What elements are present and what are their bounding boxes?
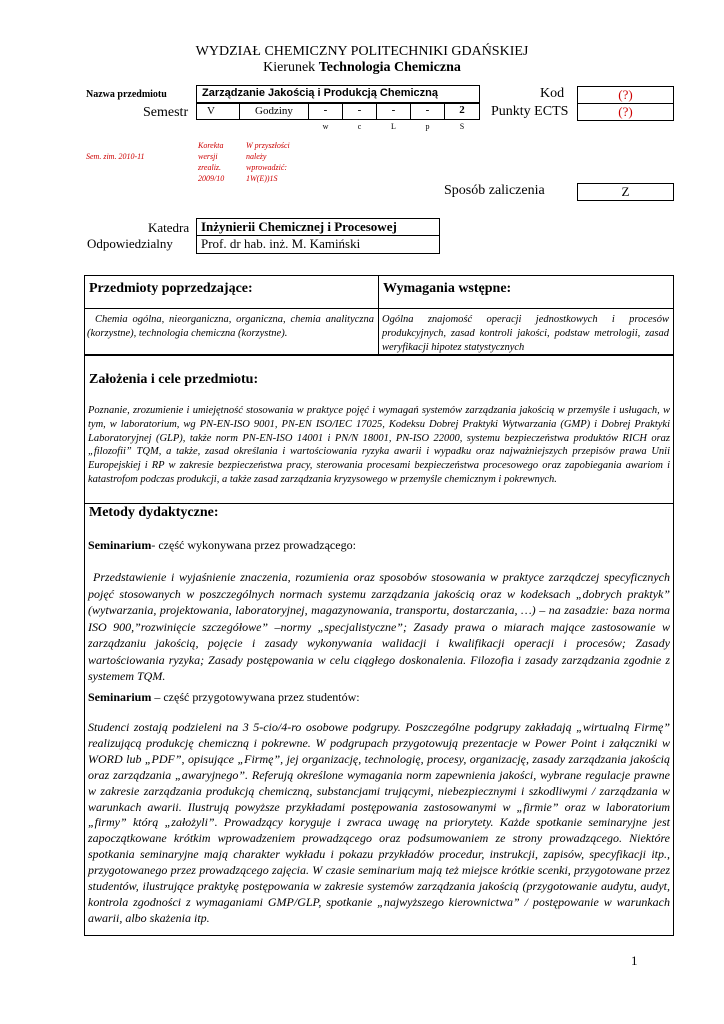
goals-title: Założenia i cele przedmiotu: [89,372,259,387]
seminar-students-heading-rest: – część przygotowywana przez studentów: [151,690,360,704]
hours-value-s: 2 [444,103,480,120]
entry-requirements-text: Ogólna znajomość operacji jednostkowych i procesów produkcyjnych, zasad kontroli jakości, podstaw metrologii, zasad weryfikacji hipotez statystycznych [382,314,669,353]
semester-value: V [196,103,240,120]
code-label: Kod [540,86,565,101]
program-title [0,60,724,76]
hours-label: Godziny [239,103,309,120]
seminar-lecturer-heading-bold: Seminarium [88,538,152,552]
seminar-lecturer-heading-rest: - część wykonywana przez prowadzącego: [151,538,356,552]
prerequisites-divider [378,275,379,355]
correction-note: Korekta wersji zrealiz. 2009/10 [198,141,225,183]
hours-value-w: - [308,103,343,120]
hours-letter-s: S [459,122,465,131]
prerequisite-courses-title: Przedmioty poprzedzające: [89,281,253,296]
ects-label: Punkty ECTS [491,104,569,119]
responsible-label: Odpowiedzialny [87,236,173,251]
code-value: (?) [577,86,674,104]
ects-value: (?) [577,103,674,121]
department-value: Inżynierii Chemicznej i Procesowej [196,218,440,236]
faculty-title: WYDZIAŁ CHEMICZNY POLITECHNIKI GDAŃSKIEJ [195,44,529,59]
hours-letter-c: c [357,122,362,131]
prerequisites-header-divider [84,308,674,309]
seminar-students-heading [88,690,360,705]
seminar-lecturer-text: Przedstawienie i wyjaśnienie znaczenia, rozumienia oraz sposobów stosowania w praktyce zarządczej specyficznych pojęć stosowanych w poszczególnych normach systemu zarządzania jakością oraz w kodeksach „dobrych praktyk” (wytwarzania, projektowania, laboratoryjnej, magazynowania, transportu, dostarczania, …) – na zasadzie: baza norma ISO 900,”rozwinięcie szczegółowe” –normy „specjalistyczne”; Zasady prawa o miarach mające zastosowanie w zarządzaniu jakością, pojęcie i zasady wykonywania walidacji i kwalifikacji operacji i procesów; Zasady wartościowania ryzyka; Zasady postępowania w celu ciągłego doskonalenia. Filozofia i zasady zarządzania zgodnie z systemem TQM. [88,570,670,683]
credit-label: Sposób zaliczenia [444,183,545,198]
prerequisite-courses-text: Chemia ogólna, nieorganiczna, organiczna, chemia analityczna (korzystne), technologia chemiczna (korzystne). [87,314,374,339]
program-name: Technologia Chemiczna [318,60,461,75]
page-number: 1 [631,953,638,968]
program-prefix: Kierunek [263,60,319,75]
seminar-lecturer-heading [88,538,356,553]
responsible-value: Prof. dr hab. inż. M. Kamiński [196,235,440,254]
seminar-students-heading-bold: Seminarium [88,690,152,704]
course-name-label: Nazwa przedmiotu [86,89,167,100]
department-label: Katedra [148,220,190,235]
hours-letter-p: p [425,122,430,131]
semester-label: Semestr [143,105,189,120]
semester-note: Sem. zim. 2010-11 [86,152,145,161]
future-note: W przyszłości należy wprowadzić: 1W(E))1S [246,141,290,183]
goals-text: Poznanie, zrozumienie i umiejętność stosowania w praktyce pojęć i wymagań systemów zarządzania jakością w przemyśle i usługach, w tym, w laboratorium, wg PN-EN-ISO 9001, PN-EN ISO/IEC 17025, Kodeksu Dobrej Praktyki Wytwarzania (GMP) i Dobrej Praktyki Laboratoryjnej (GLP), także norm PN-EN-ISO 14001 i PN/N 18001, PN-ISO 22000, systemu bezpieczeństwa produktów RICH oraz „filozofii” TQM, a także, zasad określania i wartościowania ryzyka awarii i wypadku oraz najważniejszych przepisów prawa Unii Europejskiej i RP w zakresie bezpieczeństwa pracy, sterowania procesami bezpieczeństwa procesowego oraz zapobiegania awariom i katastrofom podczas produkcji, a także zasad zarządzania kryzysowego w przemyśle chemicznym i pokrewnych. [88,405,670,485]
entry-requirements-title: Wymagania wstępne: [383,281,512,296]
hours-letter-w: w [322,122,329,131]
course-name-value: Zarządzanie Jakością i Produkcją Chemiczną [196,85,480,103]
hours-letter-l: L [391,122,396,131]
hours-value-c: - [342,103,377,120]
hours-value-p: - [410,103,445,120]
hours-value-l: - [376,103,411,120]
seminar-students-text: Studenci zostają podzieleni na 3 5-cio/4-ro osobowe podgrupy. Poszczególne podgrupy zakładają „wirtualną Firmę” realizującą produkcję chemiczną i pokrewne. W podgrupach przygotowują prezentacje w Power Point i załączniki w WORD lub „PDF”, opisujące „Firmę”, jej organizację, technologię, procesy, organizację, zasady zarządzania jakością oraz zarządzania „awaryjnego”. Referują określone wymagania norm zapewnienia jakości, wybrane regulacje prawne w zakresie zarządzania produkcją chemiczną, substancjami trującymi, niebezpiecznymi i szkodliwymi / zarządzania w warunkach awarii. Ilustrują powyższe przykładami postępowania zastosowanymi w „firmie” oraz w laboratorium „firmy” którą „założyli”. Prowadzący koryguje i zwraca uwagę na priorytety. Każde spotkanie seminaryjne jest zapoczątkowane krótkim wprowadzeniem prowadzącego oraz podsumowaniem ze strony prowadzącego. Niektóre spotkania seminaryjne mają charakter wykładu i pokazu przykładów procedur, instrukcji, zapisów, specyfikacji itp., przygotowanego przez prowadzącego zajęcia. W czasie seminarium mają też miejsce krótkie scenki, przygotowane przez studentów, ilustrujące praktykę postępowania w zakresie systemów zarządzania jakością (przygotowanie audytu, audyt, kontrola zgodności z wymaganiami GMP/GLP, spotkanie „najwyższego kierownictwa” / postępowanie w warunkach awarii, albo skażenia itp. [88,720,670,925]
methods-title: Metody dydaktyczne: [89,505,219,520]
credit-value: Z [577,183,674,201]
